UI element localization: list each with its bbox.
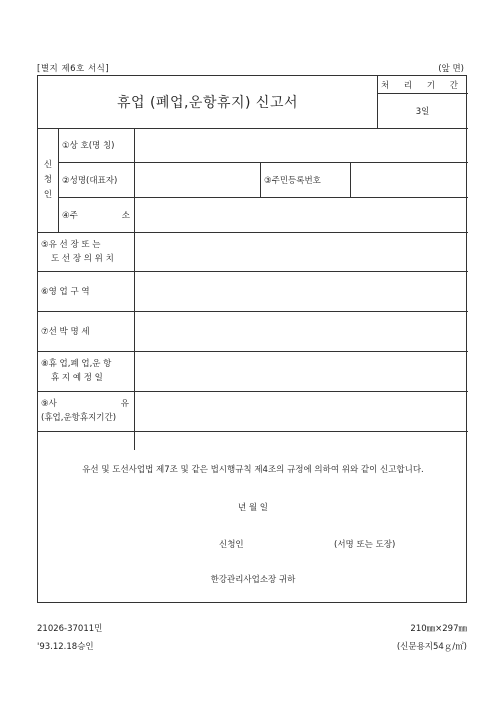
- form-title: 휴업 (폐업,운항휴지) 신고서: [116, 95, 299, 111]
- date-line: 년 월 일: [237, 503, 269, 513]
- vessel-details-label: ⑦선 박 명 세: [41, 327, 90, 337]
- reason-field[interactable]: [135, 392, 467, 430]
- business-area-label: ⑥영 업 구 역: [41, 287, 90, 297]
- reason-label: ⑨사 유 (휴업,운항휴지기간): [41, 399, 129, 423]
- applicant-section-label: 신 청 인: [43, 159, 53, 200]
- suspension-date-label: ⑧휴 업,폐 업,운 항 휴 지 예 정 일: [41, 359, 112, 383]
- form-number-label: [별지 제6호 서식]: [37, 64, 110, 74]
- address-label: ④주 소: [62, 210, 130, 221]
- applicant-label: 신청인: [219, 540, 244, 550]
- business-name-label: ①상 호(명 칭): [62, 141, 115, 151]
- declaration-text: 유선 및 도선사업법 제7조 및 같은 법시행규칙 제4조의 규정에 의하여 위와 같이 신고합니다.: [82, 465, 424, 475]
- approval-date: '93.12.18승인: [37, 642, 94, 652]
- declaration-form: [37, 75, 467, 603]
- vessel-details-field[interactable]: [135, 312, 467, 350]
- processing-period-value: 3일: [415, 106, 430, 117]
- page-side-label: (앞 면): [438, 64, 464, 74]
- name-representative-label: ②성명(대표자): [62, 175, 118, 186]
- form-code: 21026-37011민: [37, 624, 103, 634]
- resident-number-field[interactable]: [351, 163, 467, 196]
- address-field[interactable]: [135, 198, 467, 231]
- wharf-location-label: ⑤유 선 장 또 는 도 선 장 의 위 치: [41, 239, 114, 264]
- resident-number-label: ③주민등록번호: [264, 175, 321, 186]
- processing-period-label: 처 리 기 간: [381, 80, 464, 91]
- business-area-field[interactable]: [135, 272, 467, 310]
- name-representative-field[interactable]: [135, 163, 258, 196]
- suspension-date-field[interactable]: [135, 352, 467, 390]
- addressee: 한강관리사업소장 귀하: [210, 575, 296, 585]
- wharf-location-field[interactable]: [135, 233, 467, 270]
- business-name-field[interactable]: [135, 129, 467, 161]
- paper-size: 210㎜×297㎜: [410, 624, 467, 634]
- signature-label: (서명 또는 도장): [334, 540, 396, 550]
- paper-type: (신문용지54ｇ/㎡): [396, 642, 467, 652]
